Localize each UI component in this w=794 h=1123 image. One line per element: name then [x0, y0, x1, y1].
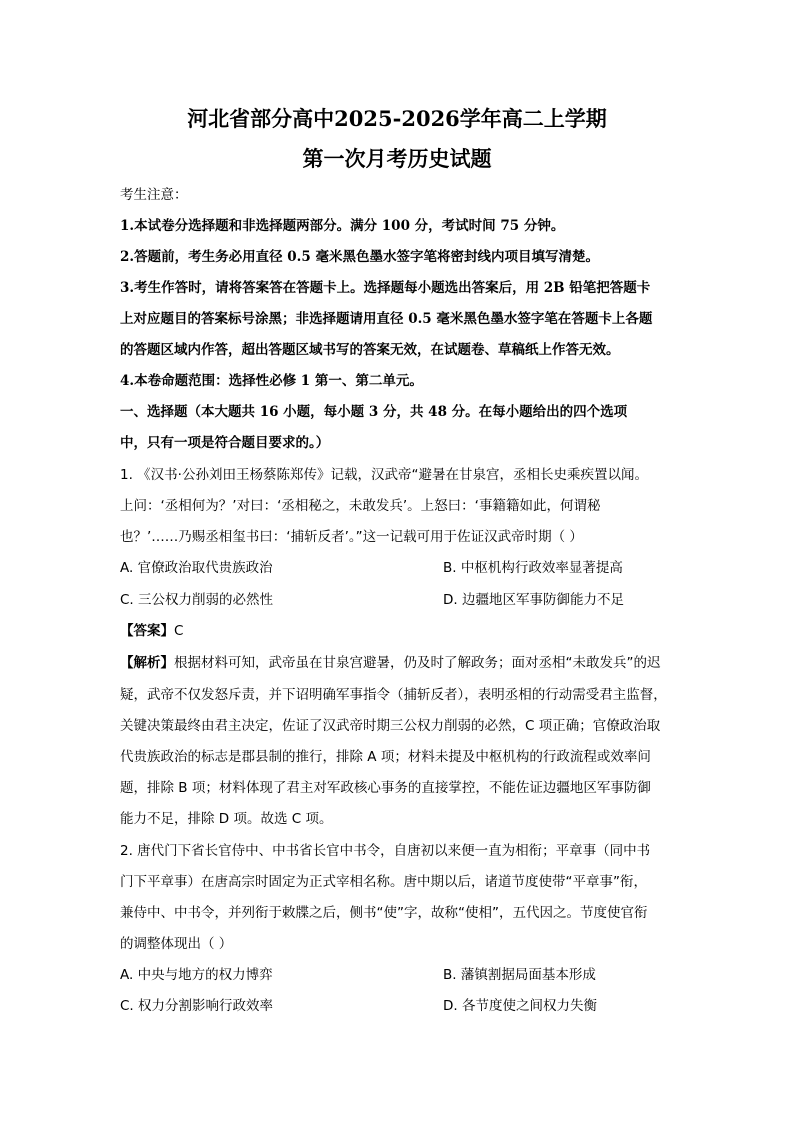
page-subtitle: 第一次月考历史试题 [302, 146, 492, 171]
question-2-stem: 兼侍中、中书令，并列衔于敕牒之后，侧书“使”字，故称“使相”，五代因之。节度使官衔 [120, 905, 648, 921]
question-2-stem: 2. 唐代门下省长官侍中、中书省长官中书令，自唐初以来便一直为相衔；平章事（同中书 [120, 843, 651, 859]
question-2-stem: 门下平章事）在唐高宗时固定为正式宰相名称。唐中期以后，诸道节度使带“平章事”衔， [120, 874, 647, 890]
question-1-stem: 1. 《汉书·公孙刘田王杨蔡陈郑传》记载，汉武帝“避暑在甘泉宫，丞相长史乘疾置以闻。 [120, 467, 648, 483]
notice-item: 上对应题目的答案标号涂黑；非选择题请用直径 0.5 毫米黑色墨水签字笔在答题卡上各题 [120, 311, 653, 327]
question-1-analysis: 疑，武帝不仅发怒斥责，并下诏明确军事指令（捕斩反者），表明丞相的行动需受君主监督， [120, 687, 667, 703]
question-1-answer [120, 620, 680, 642]
question-2-option-c: C. 权力分割影响行政效率 [120, 998, 274, 1014]
section-heading-cont: 中，只有一项是符合题目要求的。） [120, 435, 330, 451]
analysis-label: 【解析】 [120, 655, 174, 671]
question-1-option-a: A. 官僚政治取代贵族政治 [120, 560, 273, 576]
question-1-analysis: 代贵族政治的标志是郡县制的推行，排除 A 项；材料未提及中枢机构的行政流程或效率问 [120, 749, 651, 765]
notice-item: 2.答题前，考生务必用直径 0.5 毫米黑色墨水签字笔将密封线内项目填写清楚。 [120, 249, 599, 265]
page-title: 河北省部分高中2025-2026学年高二上学期 [187, 106, 607, 131]
notice-item: 4.本卷命题范围：选择性必修 1 第一、第二单元。 [120, 373, 423, 389]
question-1-stem: 也？’……乃赐丞相玺书曰：‘捕斩反者’。”这一记载可用于佐证汉武帝时期（ ） [120, 529, 583, 545]
notice-item: 的答题区域内作答，超出答题区域书写的答案无效，在试题卷、草稿纸上作答无效。 [120, 342, 620, 358]
question-2-option-a: A. 中央与地方的权力博弈 [120, 967, 273, 983]
question-2-stem: 的调整体现出（ ） [120, 936, 233, 952]
question-1-option-b: B. 中枢机构行政效率显著提高 [443, 560, 623, 576]
question-2-option-b: B. 藩镇割据局面基本形成 [443, 967, 596, 983]
question-1-option-d: D. 边疆地区军事防御能力不足 [443, 592, 624, 608]
answer-label: 【答案】 [120, 623, 174, 639]
answer-value: C [174, 623, 184, 639]
question-1-analysis: 能力不足，排除 D 项。故选 C 项。 [120, 811, 333, 827]
question-1-analysis: 题，排除 B 项；材料体现了君主对军政核心事务的直接掌控，不能佐证边疆地区军事防御 [120, 780, 651, 796]
notice-heading: 考生注意： [120, 187, 188, 203]
question-2-option-d: D. 各节度使之间权力失衡 [443, 998, 597, 1014]
notice-item: 1.本试卷分选择题和非选择题两部分。满分 100 分，考试时间 75 分钟。 [120, 218, 565, 234]
section-heading: 一、选择题（本大题共 16 小题，每小题 3 分，共 48 分。在每小题给出的四个选项 [120, 404, 628, 420]
analysis-text: 根据材料可知，武帝虽在甘泉宫避暑，仍及时了解政务；面对丞相“未敢发兵”的迟 [174, 655, 661, 671]
question-1-stem: 上问：‘丞相何为？’对曰：‘丞相秘之，未敢发兵’。上怒曰：‘事籍籍如此，何谓秘 [120, 498, 601, 514]
question-1-option-c: C. 三公权力削弱的必然性 [120, 592, 274, 608]
notice-item: 3.考生作答时，请将答案答在答题卡上。选择题每小题选出答案后，用 2B 铅笔把答题卡 [120, 280, 651, 296]
question-1-analysis: 关键决策最终由君主决定，佐证了汉武帝时期三公权力削弱的必然，C 项正确；官僚政治取 [120, 718, 661, 734]
question-1-analysis [120, 652, 680, 674]
